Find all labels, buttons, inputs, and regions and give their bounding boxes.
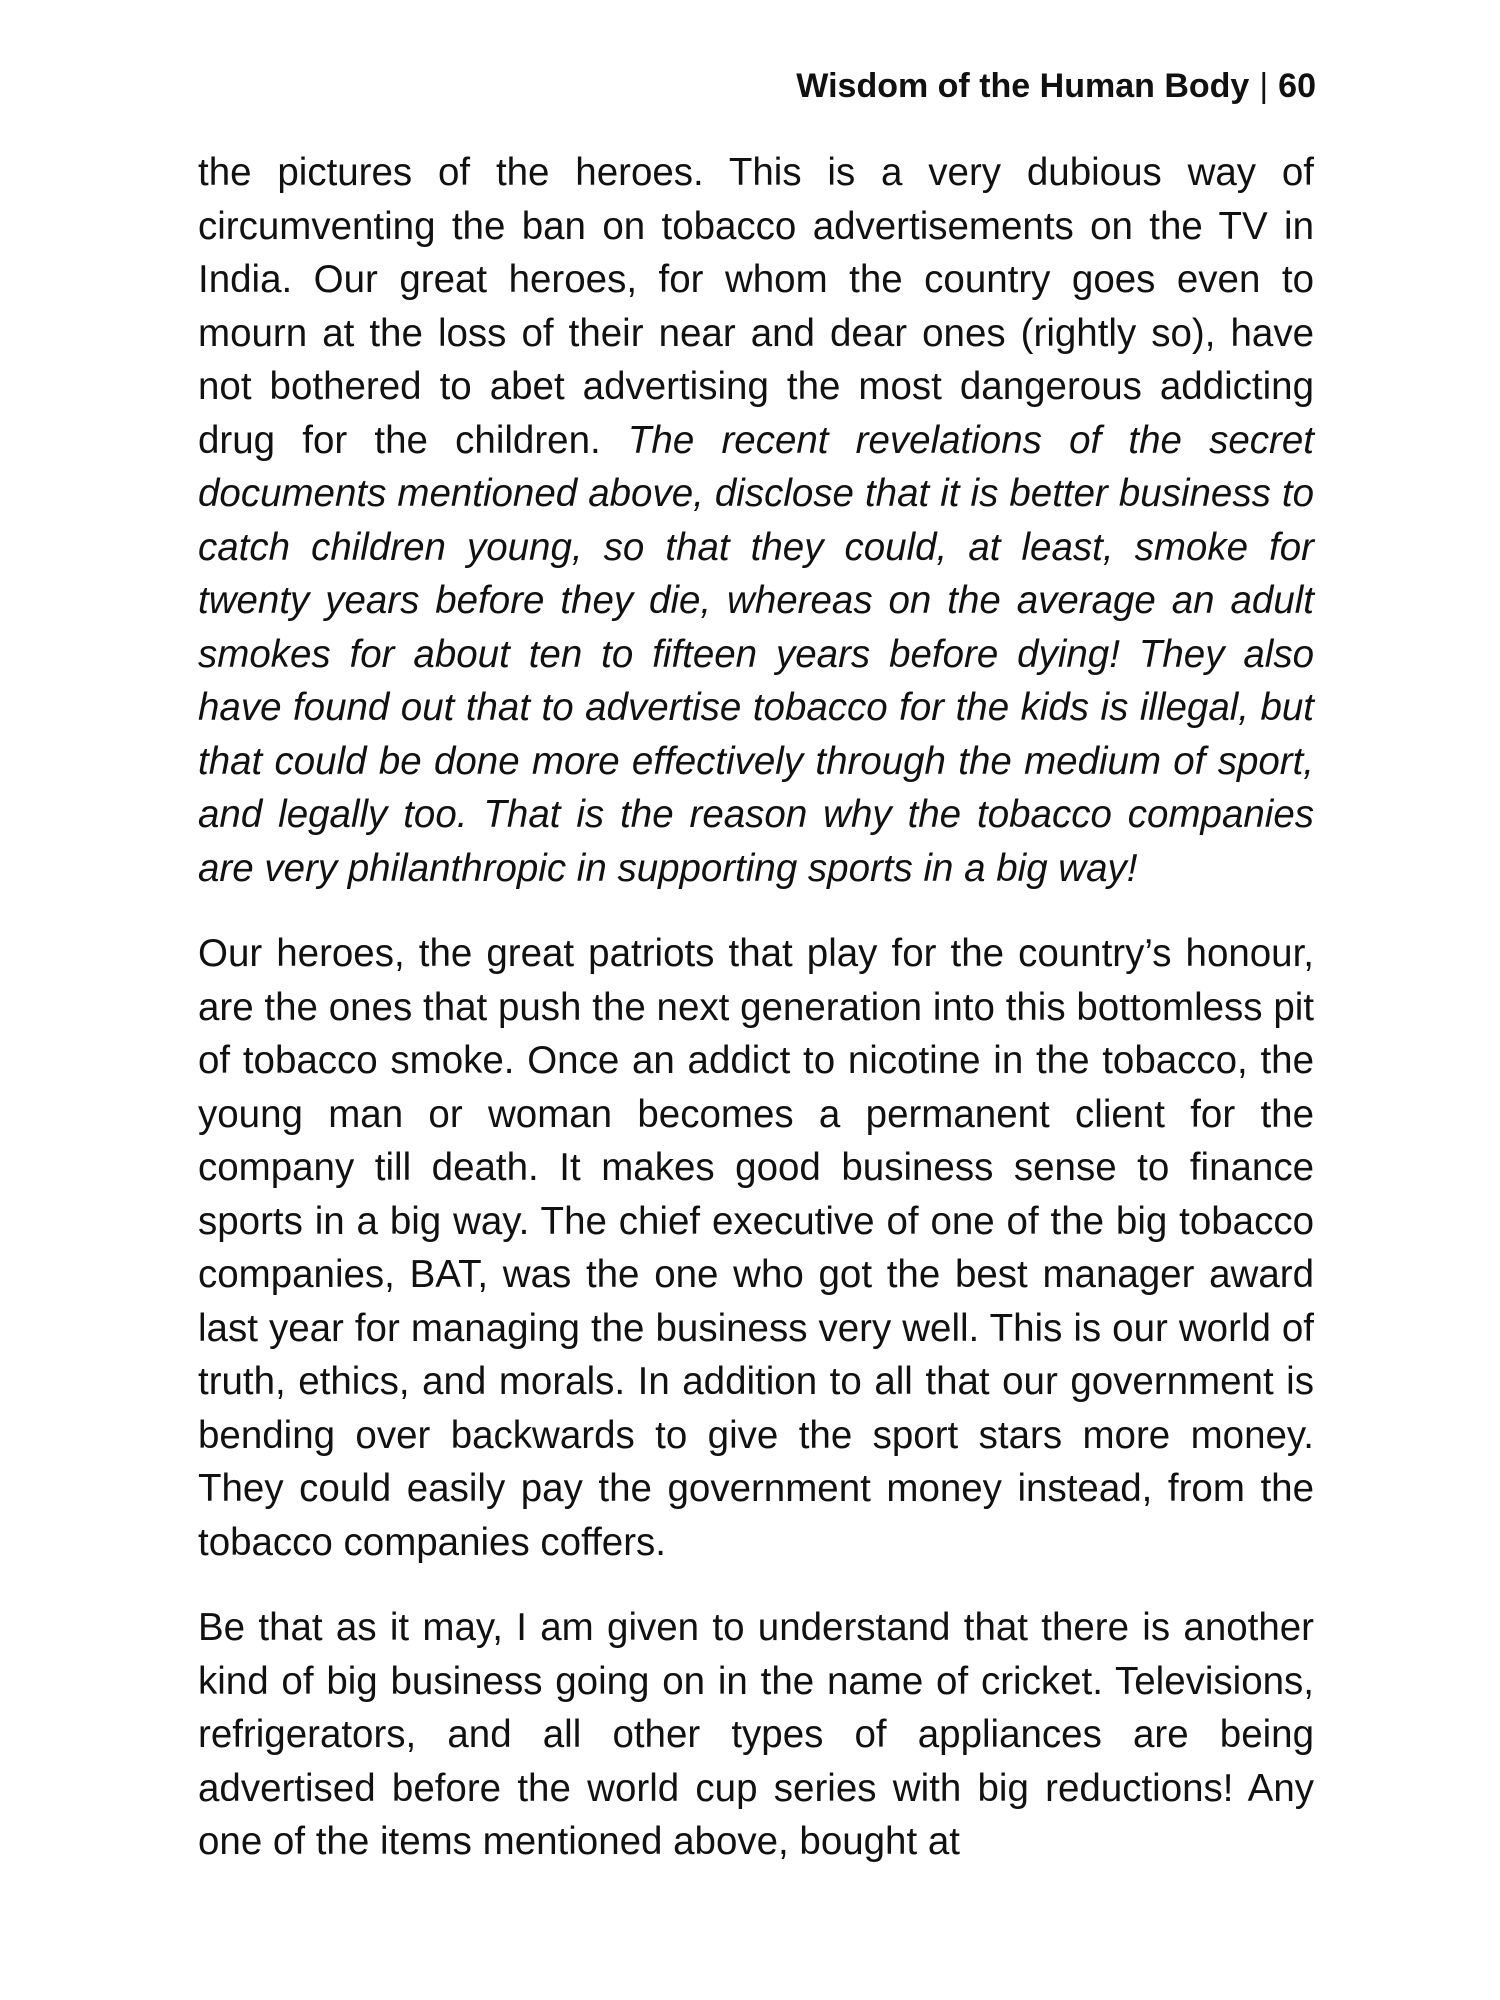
header-separator: | <box>1259 67 1269 105</box>
paragraph-2-text: Our heroes, the great patriots that play for the country’s honour, are the ones that push the next generation into this bottomless pit of tobacco smoke. Once an addict to nicotine in the tobacco, the young man or woman becomes a permanent client for the company till death. It makes good business sense to finance sports in a big way. The chief executive of one of the big tobacco companies, BAT, was the one who got the best manager award last year for managing the business very well. This is our world of truth, ethics, and morals. In addition to all that our government is bending over backwards to give the sport stars more money. They could easily pay the government money instead, from the tobacco companies coffers. <box>198 932 1314 1564</box>
running-header <box>796 66 1316 107</box>
paragraph-1-italic-text: The recent revelations of the secret documents mentioned above, disclose that it is better business to catch children young, so that they could, at least, smoke for twenty years before they die, whereas on the average an adult smokes for about ten to fifteen years before dying! They also have found out that to advertise tobacco for the kids is illegal, but that could be done more effectively through the medium of sport, and legally too. That is the reason why the tobacco companies are very philanthropic in supporting sports in a big way! <box>198 418 1314 890</box>
paragraph-3 <box>198 1601 1314 1869</box>
body-text <box>198 146 1314 1901</box>
paragraph-1 <box>198 146 1314 895</box>
paragraph-2 <box>198 927 1314 1569</box>
page-number: 60 <box>1278 67 1316 105</box>
book-title: Wisdom of the Human Body <box>796 67 1250 105</box>
paragraph-3-text: Be that as it may, I am given to understand that there is another kind of big business going on in the name of cricket. Televisions, refrigerators, and all other types of appliances are being advertised before the world cup series with big reductions! Any one of the items mentioned above, bought at <box>198 1606 1314 1863</box>
paragraph-1-text: the pictures of the heroes. This is a very dubious way of circumventing the ban on tobacco advertisements on the TV in India. Our great heroes, for whom the country goes even to mourn at the loss of their near and dear ones (rightly so), have not bothered to abet advertising the most dangerous addicting drug for the children. <box>198 151 1314 462</box>
